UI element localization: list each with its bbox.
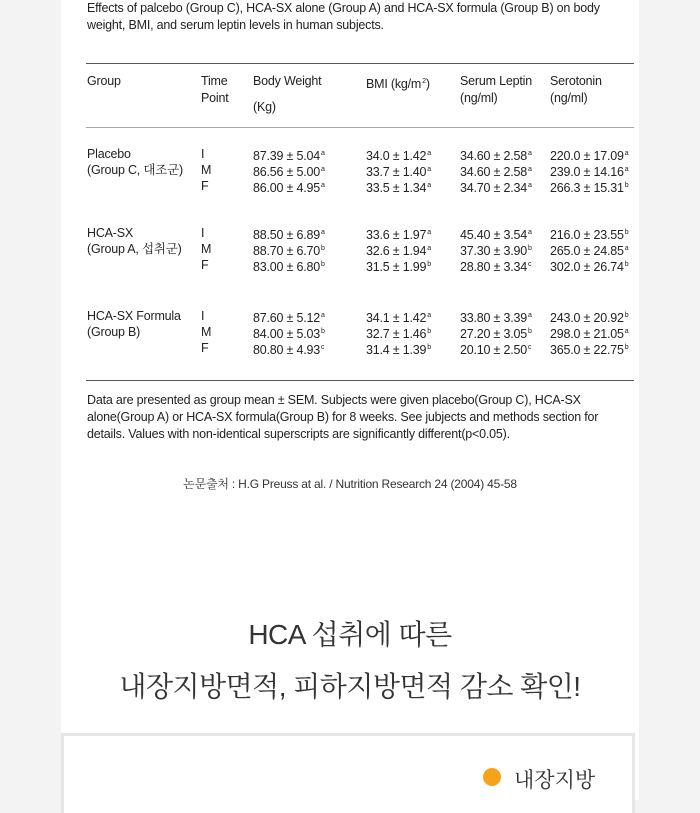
time-point-cell: I: [201, 309, 205, 323]
bmi-cell-superscript: b: [427, 261, 431, 268]
leptin-cell-superscript: a: [528, 182, 532, 189]
header-body-weight-unit: (Kg): [253, 100, 276, 114]
serotonin-cell-value: 365.0 ± 22.75: [550, 343, 624, 357]
serotonin-cell-superscript: b: [624, 261, 629, 268]
header-bmi: [366, 73, 430, 93]
serotonin-cell-superscript: a: [624, 150, 629, 157]
body-weight-cell-superscript: c: [321, 344, 325, 351]
serotonin-cell-superscript: b: [624, 312, 629, 319]
body-weight-cell-superscript: a: [321, 229, 325, 236]
bmi-cell: [366, 257, 431, 275]
serotonin-cell: [550, 340, 628, 358]
bmi-cell-superscript: a: [427, 245, 431, 252]
body-weight-cell-value: 86.56 ± 5.00: [253, 165, 321, 179]
serotonin-cell-value: 216.0 ± 23.55: [550, 228, 624, 242]
serotonin-cell-value: 298.0 ± 21.05: [550, 327, 624, 341]
bmi-cell-value: 33.7 ± 1.40: [366, 165, 427, 179]
table-bottom-rule: [86, 380, 634, 381]
bmi-cell: [366, 340, 431, 358]
serotonin-cell-value: 302.0 ± 26.74: [550, 260, 624, 274]
table-top-rule: [86, 63, 634, 64]
serotonin-cell-value: 239.0 ± 14.16: [550, 165, 624, 179]
header-serotonin: Serotonin: [550, 74, 602, 88]
serotonin-cell-superscript: a: [624, 166, 629, 173]
leptin-cell-superscript: a: [528, 150, 532, 157]
bmi-cell-superscript: a: [427, 150, 431, 157]
body-weight-cell-superscript: b: [321, 328, 325, 335]
body-weight-cell-value: 87.60 ± 5.12: [253, 311, 321, 325]
serotonin-cell: [550, 178, 628, 196]
time-point-cell: F: [201, 179, 209, 193]
bmi-cell-value: 31.5 ± 1.99: [366, 260, 427, 274]
source-citation: 논문출처 : H.G Preuss at al. / Nutrition Research 24 (2004) 45-58: [183, 477, 517, 491]
legend-dot-icon: [483, 768, 501, 786]
leptin-cell-superscript: b: [528, 328, 532, 335]
body-weight-cell: [253, 257, 325, 275]
leptin-cell-superscript: a: [528, 166, 532, 173]
leptin-cell-value: 34.70 ± 2.34: [460, 181, 528, 195]
group-subname: (Group B): [87, 325, 141, 339]
group-subname: (Group A, 섭취군): [87, 242, 182, 256]
body-weight-cell-superscript: a: [321, 166, 325, 173]
bmi-cell-value: 31.4 ± 1.39: [366, 343, 427, 357]
group-name: HCA-SX Formula: [87, 309, 181, 323]
table-header-rule: [86, 127, 634, 128]
serotonin-cell-superscript: b: [624, 182, 629, 189]
bmi-cell-superscript: a: [427, 312, 431, 319]
table-caption: Effects of palcebo (Group C), HCA-SX alone (Group A) and HCA-SX formula (Group B) on body weight, BMI, and serum leptin levels in human subjects.: [87, 1, 600, 32]
header-bmi-close: ): [425, 77, 430, 91]
time-point-cell: M: [201, 163, 212, 177]
body-weight-cell-superscript: a: [321, 182, 325, 189]
body-weight-cell-value: 88.70 ± 6.70: [253, 244, 321, 258]
body-weight-cell-superscript: a: [321, 150, 325, 157]
legend-label: 내장지방: [514, 769, 596, 792]
serotonin-cell-superscript: a: [624, 328, 629, 335]
leptin-cell-superscript: a: [528, 229, 532, 236]
serotonin-cell: [550, 257, 628, 275]
serotonin-cell-value: 265.0 ± 24.85: [550, 244, 624, 258]
time-point-cell: M: [201, 325, 212, 339]
leptin-cell: [460, 340, 531, 358]
leptin-cell-value: 20.10 ± 2.50: [460, 343, 528, 357]
leptin-cell-value: 27.20 ± 3.05: [460, 327, 528, 341]
bmi-cell-value: 32.6 ± 1.94: [366, 244, 427, 258]
group-subname: (Group C, 대조군): [87, 163, 183, 177]
body-weight-cell-value: 84.00 ± 5.03: [253, 327, 321, 341]
leptin-cell-superscript: c: [528, 261, 532, 268]
body-weight-cell-superscript: b: [321, 245, 325, 252]
bmi-cell-superscript: b: [427, 328, 431, 335]
body-weight-cell-superscript: b: [321, 261, 325, 268]
leptin-cell-value: 34.60 ± 2.58: [460, 149, 528, 163]
leptin-cell-value: 28.80 ± 3.34: [460, 260, 528, 274]
bmi-cell-value: 32.7 ± 1.46: [366, 327, 427, 341]
body-weight-cell-superscript: a: [321, 312, 325, 319]
table-footnote: Data are presented as group mean ± SEM. Subjects were given placebo(Group C), HCA-SX alone(Group A) or HCA-SX formula(Group B) for 8 weeks. See jubjects and methods section for details. Values with non-identical superscripts are significantly different(p<0.05).: [87, 393, 599, 441]
body-weight-cell-value: 87.39 ± 5.04: [253, 149, 321, 163]
bmi-cell-superscript: a: [427, 166, 431, 173]
leptin-cell-value: 45.40 ± 3.54: [460, 228, 528, 242]
body-weight-cell-value: 80.80 ± 4.93: [253, 343, 321, 357]
serotonin-cell-value: 220.0 ± 17.09: [550, 149, 624, 163]
time-point-cell: F: [201, 258, 209, 272]
time-point-cell: M: [201, 242, 212, 256]
bmi-cell-value: 33.5 ± 1.34: [366, 181, 427, 195]
bmi-cell-superscript: a: [427, 229, 431, 236]
leptin-cell-value: 34.60 ± 2.58: [460, 165, 528, 179]
body-weight-cell: [253, 178, 325, 196]
time-point-cell: I: [201, 226, 205, 240]
leptin-cell-superscript: b: [528, 245, 532, 252]
leptin-cell-superscript: a: [528, 312, 532, 319]
serotonin-cell-superscript: b: [624, 344, 629, 351]
section-heading-line1: HCA 섭취에 따른: [248, 619, 452, 650]
serotonin-cell-value: 243.0 ± 20.92: [550, 311, 624, 325]
body-weight-cell-value: 83.00 ± 6.80: [253, 260, 321, 274]
header-serum-leptin-unit: (ng/ml): [460, 91, 498, 105]
body-weight-cell-value: 86.00 ± 4.95: [253, 181, 321, 195]
leptin-cell: [460, 257, 531, 275]
serotonin-cell-value: 266.3 ± 15.31: [550, 181, 624, 195]
bmi-cell: [366, 178, 431, 196]
header-serotonin-unit: (ng/ml): [550, 91, 588, 105]
bmi-cell-superscript: a: [427, 182, 431, 189]
time-point-cell: I: [201, 147, 205, 161]
body-weight-cell-value: 88.50 ± 6.89: [253, 228, 321, 242]
bmi-cell-value: 34.0 ± 1.42: [366, 149, 427, 163]
body-weight-cell: [253, 340, 324, 358]
serotonin-cell-superscript: a: [624, 245, 629, 252]
group-name: Placebo: [87, 147, 131, 161]
leptin-cell-superscript: c: [528, 344, 532, 351]
time-point-cell: F: [201, 341, 209, 355]
header-group: Group: [87, 74, 121, 88]
header-bmi-text: BMI (kg/m: [366, 77, 422, 91]
serotonin-cell-superscript: b: [624, 229, 629, 236]
bmi-cell-value: 33.6 ± 1.97: [366, 228, 427, 242]
section-heading-line2: 내장지방면적, 피하지방면적 감소 확인!: [119, 671, 581, 702]
leptin-cell-value: 37.30 ± 3.90: [460, 244, 528, 258]
header-serum-leptin: Serum Leptin: [460, 74, 532, 88]
bmi-cell-value: 34.1 ± 1.42: [366, 311, 427, 325]
leptin-cell-value: 33.80 ± 3.39: [460, 311, 528, 325]
header-time-point: Time Point: [201, 74, 229, 105]
header-body-weight: Body Weight: [253, 74, 322, 88]
leptin-cell: [460, 178, 532, 196]
group-name: HCA-SX: [87, 226, 134, 240]
bmi-cell-superscript: b: [427, 344, 431, 351]
header-bmi-sup: 2: [422, 78, 426, 85]
